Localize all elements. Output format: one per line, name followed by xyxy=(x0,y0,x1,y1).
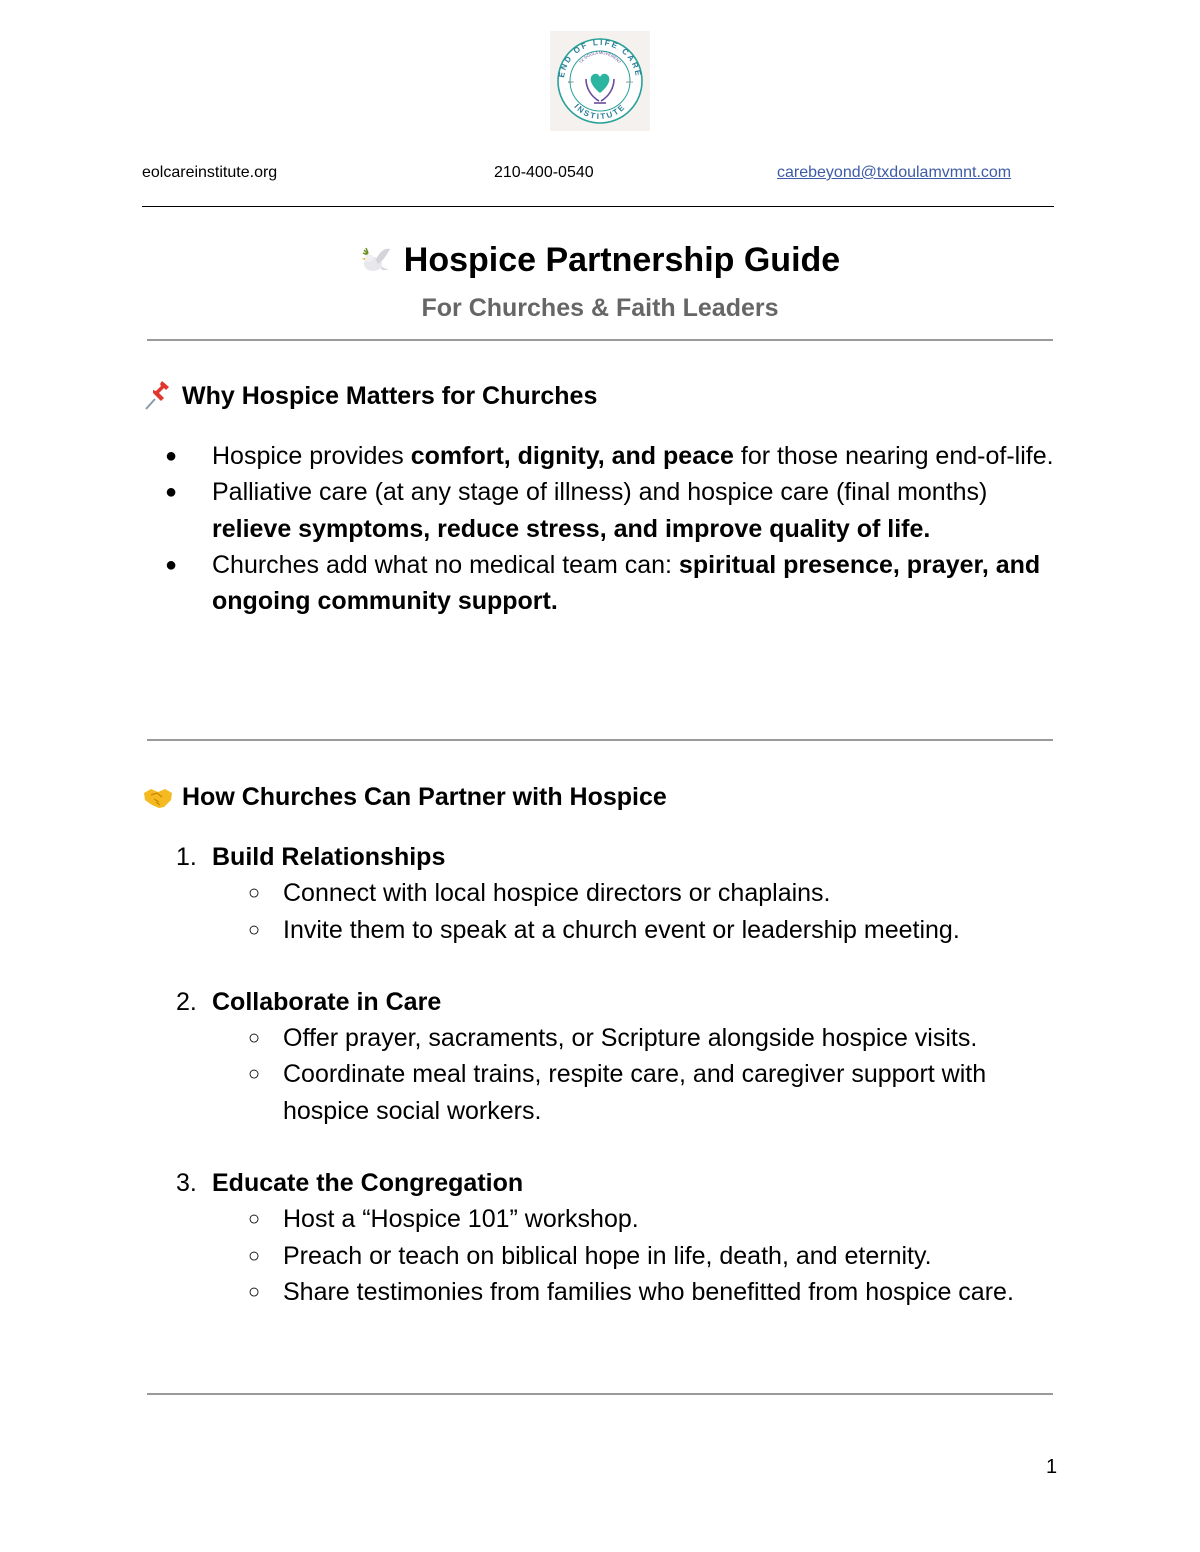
title-text: Hospice Partnership Guide xyxy=(403,241,841,279)
svg-text:END OF LIFE CARE: END OF LIFE CARE xyxy=(557,37,643,79)
sub-bullet-icon: ○ xyxy=(248,882,261,905)
step-heading: 2. Collaborate in Care xyxy=(0,984,1057,1020)
sub-bullet-icon: ○ xyxy=(248,1244,261,1267)
page-subtitle: For Churches & Faith Leaders xyxy=(421,294,779,322)
bullet-icon: ● xyxy=(165,553,178,576)
section-divider xyxy=(147,339,1053,341)
step-number: 3. xyxy=(176,1169,197,1198)
list-item: ● Hospice provides comfort, dignity, and peace for those nearing end-of-life. xyxy=(0,438,1057,474)
sub-bullet-icon: ○ xyxy=(248,1208,261,1231)
list-item: ● Churches add what no medical team can: spiritual presence, prayer, and ongoing community support. xyxy=(0,547,1057,620)
dove-icon xyxy=(360,244,392,276)
step-heading: 3. Educate the Congregation xyxy=(0,1165,1057,1201)
pushpin-icon xyxy=(142,380,174,412)
svg-text:2024: 2024 xyxy=(626,80,633,84)
page-title xyxy=(360,236,840,284)
header-divider xyxy=(142,206,1054,207)
section-heading-why-hospice xyxy=(142,379,597,413)
list-item: ○ Invite them to speak at a church event or leadership meeting. xyxy=(0,912,1063,948)
svg-text:EST.: EST. xyxy=(568,80,575,84)
page-number: 1 xyxy=(1046,1456,1058,1478)
phone-text: 210-400-0540 xyxy=(494,164,594,181)
partner-steps-list xyxy=(0,839,1200,1310)
sub-bullet-icon: ○ xyxy=(248,1280,261,1303)
list-item: ○ Share testimonies from families who benefitted from hospice care. xyxy=(0,1274,1063,1310)
section-heading-text: Why Hospice Matters for Churches xyxy=(182,382,598,410)
section-divider xyxy=(147,739,1053,741)
website-text: eolcareinstitute.org xyxy=(142,164,278,181)
email-link[interactable]: carebeyond@txdoulamvmnt.com xyxy=(777,164,1012,181)
step-number: 1. xyxy=(176,843,197,871)
list-item: ○ Host a “Hospice 101” workshop. xyxy=(0,1201,1063,1237)
bullet-icon: ● xyxy=(165,445,178,467)
bullet-icon: ● xyxy=(165,481,178,504)
section-heading-text: How Churches Can Partner with Hospice xyxy=(182,783,667,811)
section-divider xyxy=(147,1393,1053,1395)
contact-header xyxy=(142,164,1054,186)
list-item: ○ Preach or teach on biblical hope in life, death, and eternity. xyxy=(0,1238,1063,1274)
section-heading-how-to-partner xyxy=(142,780,667,814)
list-item: ○ Connect with local hospice directors or chaplains. xyxy=(0,875,1063,911)
svg-text:TX DOULA MOVEMENT: TX DOULA MOVEMENT xyxy=(577,49,623,65)
title-block xyxy=(0,236,1200,284)
sub-bullet-icon: ○ xyxy=(248,918,261,941)
sub-bullet-icon: ○ xyxy=(248,1027,261,1050)
step-number: 2. xyxy=(176,987,197,1016)
list-item: ○ Offer prayer, sacraments, or Scripture alongside hospice visits. xyxy=(0,1020,1063,1056)
handshake-icon xyxy=(142,781,174,813)
step-heading: 1. Build Relationships xyxy=(0,839,1057,875)
end-of-life-care-institute-logo-icon xyxy=(550,31,650,131)
svg-text:INSTITUTE: INSTITUTE xyxy=(572,101,628,122)
logo xyxy=(550,31,650,131)
list-item: ○ Coordinate meal trains, respite care, and caregiver support with hospice social workers. xyxy=(0,1056,1063,1129)
list-item: ● Palliative care (at any stage of illness) and hospice care (final months) relieve symptoms, reduce stress, and improve quality of life. xyxy=(0,474,1057,547)
why-hospice-list xyxy=(0,438,1200,619)
sub-bullet-icon: ○ xyxy=(248,1063,261,1086)
